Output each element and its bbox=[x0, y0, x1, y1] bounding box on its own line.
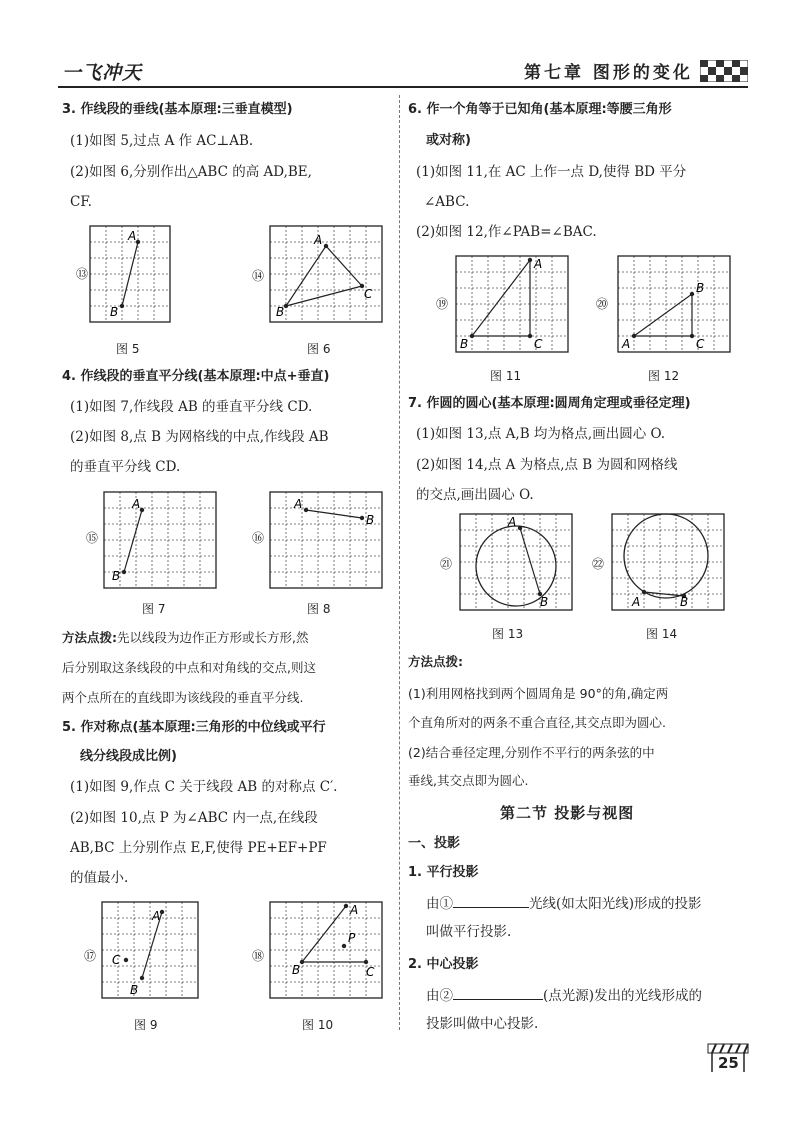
figure-14 bbox=[592, 514, 728, 610]
point-label: A bbox=[534, 257, 543, 271]
point-label: C bbox=[534, 337, 543, 351]
point-label: A bbox=[294, 497, 303, 511]
figure-badge: ㉑ bbox=[440, 557, 453, 571]
s7-title: 7. 作圆的圆心(基本原理:圆周角定理或垂径定理) bbox=[408, 396, 691, 411]
point-label: B bbox=[696, 281, 705, 295]
point-label: B bbox=[680, 595, 689, 609]
s7-line1: (1)如图 13,点 A,B 均为格点,画出圆心 O. bbox=[416, 426, 666, 442]
caption-fig11: 图 11 bbox=[490, 369, 522, 383]
point-label: C bbox=[366, 965, 375, 979]
s3-title: 3. 作线段的垂线(基本原理:三垂直模型) bbox=[62, 102, 293, 117]
caption-fig13: 图 13 bbox=[492, 627, 524, 641]
p1-title: 1. 平行投影 bbox=[408, 865, 479, 880]
tip1-line3: 两个点所在的直线即为该线段的垂直平分线. bbox=[62, 690, 304, 705]
figure-badge: ⑰ bbox=[84, 949, 97, 963]
tip2-line1: (1)利用网格找到两个圆周角是 90°的角,确定两 bbox=[408, 686, 669, 701]
point-label: B bbox=[540, 595, 549, 609]
header-rule bbox=[58, 86, 748, 88]
point-label: C bbox=[364, 287, 373, 301]
p1-line2: 叫做平行投影. bbox=[426, 924, 512, 940]
figure-10 bbox=[252, 902, 386, 998]
figure-8 bbox=[252, 492, 386, 588]
s5-line1: (1)如图 9,作点 C 关于线段 AB 的对称点 C′. bbox=[70, 779, 338, 795]
figure-5 bbox=[76, 226, 172, 322]
point-label: C bbox=[696, 337, 705, 351]
figure-12 bbox=[596, 256, 734, 352]
point-label: P bbox=[348, 931, 356, 945]
caption-fig8: 图 8 bbox=[307, 602, 331, 616]
point-label: A bbox=[622, 337, 631, 351]
point-label: B bbox=[276, 305, 285, 319]
section2-sub: 一、投影 bbox=[408, 836, 461, 851]
s4-line3: 的垂直平分线 CD. bbox=[70, 459, 181, 475]
section2-title: 第二节 投影与视图 bbox=[500, 804, 635, 822]
tip1-line1: 方法点拨:先以线段为边作正方形或长方形,然 bbox=[62, 630, 309, 645]
p1-line1: 由① 光线(如太阳光线)形成的投影 bbox=[426, 893, 702, 914]
book-logo: 一飞冲天 bbox=[62, 62, 143, 84]
s6-title2: 或对称) bbox=[426, 133, 471, 148]
column-divider bbox=[399, 95, 400, 1030]
s3-line1: (1)如图 5,过点 A 作 AC⊥AB. bbox=[70, 133, 254, 149]
s5-title1: 5. 作对称点(基本原理:三角形的中位线或平行 bbox=[62, 720, 326, 735]
tip2-line3: (2)结合垂径定理,分别作不平行的两条弦的中 bbox=[408, 745, 655, 760]
figure-badge: ⑯ bbox=[252, 531, 265, 545]
s6-line1: (1)如图 11,在 AC 上作一点 D,使得 BD 平分 bbox=[416, 164, 687, 180]
figure-9 bbox=[84, 902, 202, 998]
figure-13 bbox=[440, 514, 576, 610]
point-label: B bbox=[460, 337, 469, 351]
caption-fig14: 图 14 bbox=[646, 627, 678, 641]
figure-7 bbox=[86, 492, 220, 588]
s7-line2: (2)如图 14,点 A 为格点,点 B 为圆和网格线 bbox=[416, 457, 678, 473]
fill-blank-2[interactable] bbox=[453, 985, 543, 1000]
p2-line2: 投影叫做中心投影. bbox=[426, 1016, 539, 1032]
point-label: B bbox=[366, 513, 375, 527]
point-label: B bbox=[130, 983, 139, 997]
s7-line3: 的交点,画出圆心 O. bbox=[416, 487, 534, 503]
figure-badge: ⑮ bbox=[86, 531, 99, 545]
caption-fig6: 图 6 bbox=[307, 342, 331, 356]
point-label: A bbox=[314, 233, 323, 247]
p2-line1: 由② (点光源)发出的光线形成的 bbox=[426, 985, 702, 1006]
tip2-label: 方法点拨: bbox=[408, 654, 463, 669]
caption-fig7: 图 7 bbox=[142, 602, 166, 616]
s4-line1: (1)如图 7,作线段 AB 的垂直平分线 CD. bbox=[70, 399, 313, 415]
page-number: 25 bbox=[718, 1054, 739, 1072]
tip1-line2: 后分别取这条线段的中点和对角线的交点,则这 bbox=[62, 660, 316, 675]
s6-title1: 6. 作一个角等于已知角(基本原理:等腰三角形 bbox=[408, 102, 672, 117]
s6-line2: ∠ABC. bbox=[424, 194, 470, 210]
figure-badge: ⑬ bbox=[76, 267, 89, 281]
figure-11 bbox=[436, 256, 572, 352]
tip2-line4: 垂线,其交点即为圆心. bbox=[408, 773, 529, 788]
caption-fig9: 图 9 bbox=[134, 1018, 158, 1032]
checker-decoration bbox=[700, 60, 748, 82]
figure-badge: ㉒ bbox=[592, 557, 605, 571]
point-label: B bbox=[292, 963, 301, 977]
point-label: C bbox=[112, 953, 121, 967]
point-label: A bbox=[632, 595, 641, 609]
s5-line4: 的值最小. bbox=[70, 870, 129, 886]
figure-6 bbox=[252, 226, 386, 322]
p2-title: 2. 中心投影 bbox=[408, 957, 479, 972]
point-label: A bbox=[508, 515, 517, 529]
point-label: B bbox=[110, 305, 119, 319]
point-label: A bbox=[350, 903, 359, 917]
s6-line3: (2)如图 12,作∠PAB=∠BAC. bbox=[416, 224, 597, 240]
page-number-badge bbox=[706, 1042, 750, 1074]
s3-line2: (2)如图 6,分别作出△ABC 的高 AD,BE, bbox=[70, 164, 312, 180]
point-label: A bbox=[128, 229, 137, 243]
s5-line3: AB,BC 上分别作点 E,F,使得 PE+EF+PF bbox=[70, 840, 327, 856]
point-label: A bbox=[152, 909, 161, 923]
figure-badge: ⑱ bbox=[252, 949, 265, 963]
figure-badge: ⑳ bbox=[596, 297, 609, 311]
fill-blank-1[interactable] bbox=[453, 893, 529, 908]
s3-line3: CF. bbox=[70, 194, 92, 210]
caption-fig5: 图 5 bbox=[116, 342, 140, 356]
caption-fig10: 图 10 bbox=[302, 1018, 334, 1032]
tip1-label: 方法点拨: bbox=[62, 630, 117, 645]
caption-fig12: 图 12 bbox=[648, 369, 680, 383]
point-label: B bbox=[112, 569, 121, 583]
s5-line2: (2)如图 10,点 P 为∠ABC 内一点,在线段 bbox=[70, 810, 318, 826]
figure-badge: ⑭ bbox=[252, 269, 265, 283]
s5-title2: 线分线段成比例) bbox=[80, 749, 177, 764]
s4-title: 4. 作线段的垂直平分线(基本原理:中点+垂直) bbox=[62, 369, 330, 384]
chapter-title: 第七章 图形的变化 bbox=[524, 63, 693, 83]
point-label: A bbox=[132, 497, 141, 511]
tip2-line2: 个直角所对的两条不重合直径,其交点即为圆心. bbox=[408, 715, 666, 730]
figure-badge: ⑲ bbox=[436, 297, 449, 311]
s4-line2: (2)如图 8,点 B 为网格线的中点,作线段 AB bbox=[70, 429, 329, 445]
